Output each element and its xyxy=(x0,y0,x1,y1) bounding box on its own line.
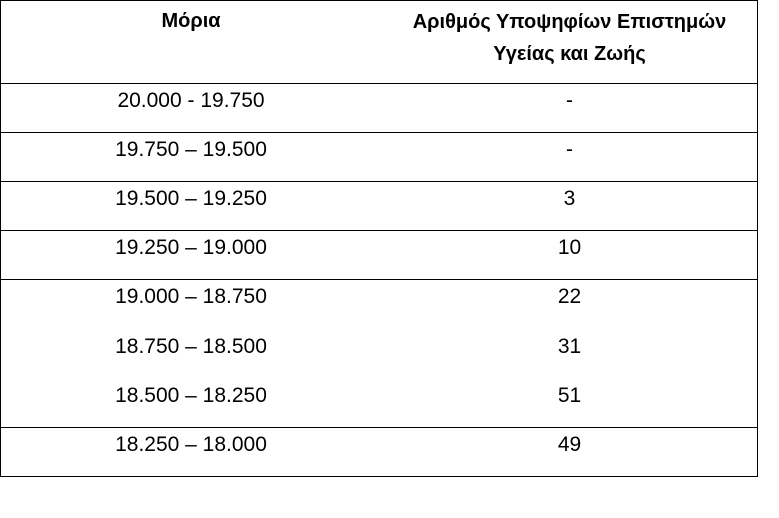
header-cell-candidates: Αριθμός Υποψηφίων Επιστημών Υγείας και Ζωής xyxy=(412,11,727,65)
score-range-cell: 19.000 – 18.750 xyxy=(115,285,267,308)
row-divider xyxy=(1,427,758,428)
score-range-cell: 18.250 – 18.000 xyxy=(115,433,267,456)
row-divider xyxy=(1,83,758,84)
candidate-count-cell: 22 xyxy=(557,285,582,308)
candidate-count-cell: - xyxy=(566,89,573,112)
score-range-cell: 19.750 – 19.500 xyxy=(115,138,267,161)
table-row xyxy=(1,135,758,165)
score-range-cell: 19.500 – 19.250 xyxy=(115,187,267,210)
table-row xyxy=(1,332,758,362)
row-divider xyxy=(1,230,758,231)
table-row xyxy=(1,184,758,214)
score-range-cell: 19.250 – 19.000 xyxy=(115,236,267,259)
table-row xyxy=(1,381,758,411)
row-divider xyxy=(1,132,758,133)
header-cell-moria: Μόρια xyxy=(161,10,221,32)
table-row xyxy=(1,282,758,312)
table-row xyxy=(1,86,758,116)
candidate-count-cell: - xyxy=(566,138,573,161)
candidate-count-cell: 31 xyxy=(557,335,582,358)
score-range-cell: 18.750 – 18.500 xyxy=(115,335,267,358)
table-row xyxy=(1,233,758,263)
candidate-count-cell: 3 xyxy=(563,187,576,210)
score-range-cell: 20.000 - 19.750 xyxy=(117,89,265,112)
candidate-count-cell: 51 xyxy=(557,384,582,407)
table-row xyxy=(1,430,758,460)
row-divider xyxy=(1,279,758,280)
score-range-cell: 18.500 – 18.250 xyxy=(115,384,267,407)
row-divider xyxy=(1,181,758,182)
candidate-count-cell: 49 xyxy=(557,433,582,456)
candidate-count-cell: 10 xyxy=(557,236,582,259)
table-header-row xyxy=(1,6,758,76)
